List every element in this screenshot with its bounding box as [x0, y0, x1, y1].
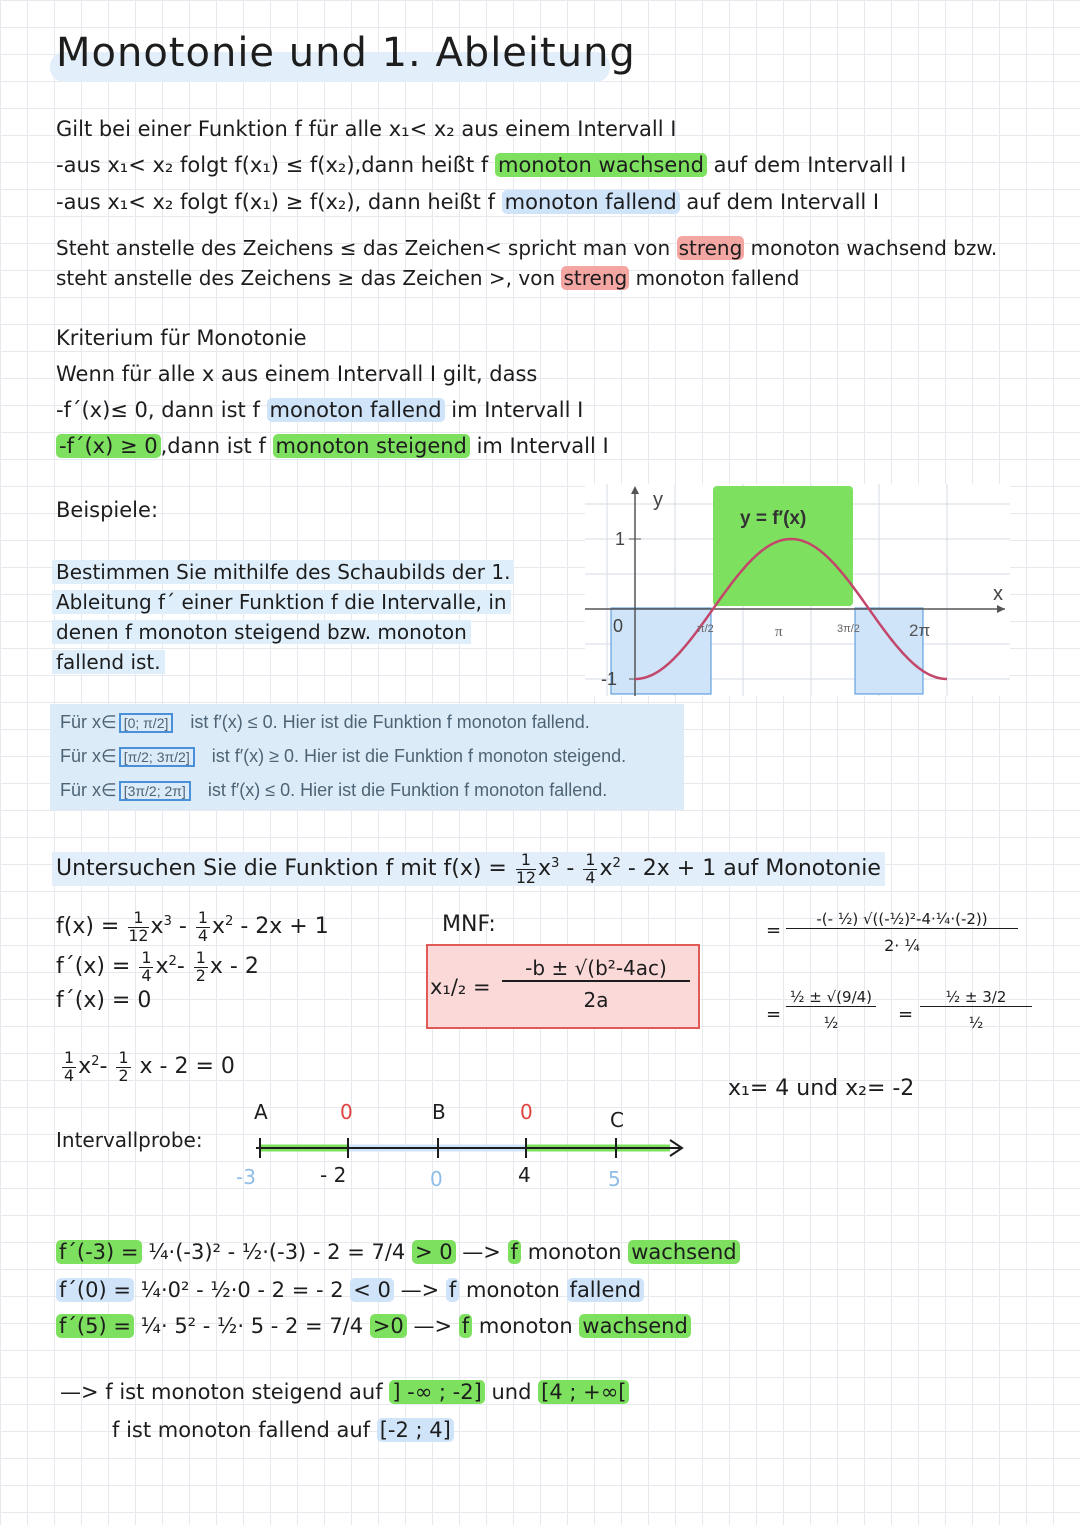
conclusion-line-2 — [112, 1418, 454, 1442]
origin-label: 0 — [613, 616, 624, 636]
tick-label-3pi-half: 3π/2 — [837, 623, 860, 635]
highlight-criterion-steigend: monoton steigend — [273, 434, 470, 458]
check-result-1: monoton — [478, 1314, 573, 1338]
table-row — [60, 746, 626, 767]
highlight-streng-2: streng — [563, 266, 628, 290]
numberline-tick-label: 0 — [430, 1167, 443, 1191]
calc-numerator: -(- ½) √((-½)²-4·¼·(-2)) — [786, 910, 1018, 929]
check-body: ¼·(-3)² - ½·(-3) - 2 = 7/4 — [148, 1240, 406, 1264]
numberline-label-zero-1: 0 — [340, 1100, 353, 1124]
check-f: f — [446, 1278, 459, 1302]
tick-label-y-1: 1 — [615, 529, 626, 549]
table-row — [60, 780, 607, 801]
table-row-text: ist f′(x) ≤ 0. Hier ist die Funktion f monoton fallend. — [190, 712, 590, 732]
conclusion-interval-3: [-2 ; 4] — [377, 1418, 454, 1442]
conclusion-1-pre: —> f ist monoton steigend auf — [60, 1380, 383, 1404]
highlight-criterion-fallend: monoton fallend — [267, 398, 445, 422]
strict-line-2-pre: steht anstelle des Zeichens ≥ das Zeichen >, von — [56, 266, 556, 290]
calc-equals-1: = — [766, 920, 782, 941]
numberline-tick-label: 4 — [518, 1163, 531, 1187]
conclusion-und: und — [491, 1380, 532, 1404]
definition-line-2 — [56, 190, 879, 214]
check-compare: > 0 — [412, 1240, 456, 1264]
numberline-label-c: C — [610, 1108, 624, 1132]
check-row — [56, 1240, 740, 1264]
definition-intro: Gilt bei einer Funktion f für alle x₁< x₂ aus einem Intervall I — [56, 117, 677, 141]
numberline-tick-label: -3 — [236, 1165, 256, 1189]
strict-line-2-post: monoton fallend — [635, 266, 800, 290]
check-arrow: —> — [400, 1278, 440, 1302]
calc3-numerator: ½ ± 3/2 — [920, 988, 1032, 1007]
check-lhs: f´(5) = — [56, 1314, 134, 1338]
check-result-1: monoton — [466, 1278, 560, 1302]
check-result-2: wachsend — [628, 1240, 739, 1264]
check-compare: >0 — [370, 1314, 407, 1338]
check-lhs: f´(0) = — [56, 1278, 134, 1302]
table-row-text: ist f′(x) ≥ 0. Hier ist die Funktion f monoton steigend. — [211, 746, 627, 766]
table-row-interval: [3π/2; 2π] — [119, 781, 191, 801]
conclusion-2-pre: f ist monoton fallend auf — [112, 1418, 371, 1442]
criterion-line-2 — [56, 434, 609, 458]
examples-heading: Beispiele: — [56, 498, 159, 522]
function-definition: f(x) = $\frac{1}{12}$ $x^3$ - $\frac{1}{4}$ $x^2 - 2x + 1$ — [56, 908, 329, 945]
y-axis-label: y — [653, 489, 663, 511]
check-f: f — [459, 1314, 472, 1338]
conclusion-interval-2: [4 ; +∞[ — [538, 1380, 629, 1404]
numberline-tick-label: 5 — [608, 1167, 621, 1191]
calc-equals-2: = — [766, 1004, 782, 1025]
task2-heading-pre: Untersuchen Sie die Funktion f mit f(x) = — [56, 856, 507, 882]
criterion-intro: Wenn für alle x aus einem Intervall I gilt, dass — [56, 362, 538, 386]
check-body: ¼· 5² - ½· 5 - 2 = 7/4 — [140, 1314, 364, 1338]
tick-label-y-minus-1: -1 — [601, 669, 618, 689]
check-row — [56, 1314, 691, 1338]
x-axis-label: x — [993, 583, 1003, 605]
criterion-line-2-mid: ,dann ist f — [160, 434, 266, 458]
derivative-zero: f´(x) = 0 — [56, 988, 152, 1013]
calc2-numerator: ½ ± √(9/4) — [786, 988, 876, 1007]
check-result-1: monoton — [527, 1240, 622, 1264]
definition-line-1-post: auf dem Intervall I — [713, 153, 907, 177]
strict-line-1-post: monoton wachsend bzw. — [750, 236, 998, 260]
mnf-label: MNF: — [442, 912, 496, 937]
criterion-heading: Kriterium für Monotonie — [56, 326, 307, 350]
table-row-pre: Für x∈ — [60, 746, 117, 766]
check-lhs: f´(-3) = — [56, 1240, 142, 1264]
tick-label-pi: π — [775, 624, 783, 640]
numberline-label-a: A — [254, 1100, 268, 1124]
table-row — [60, 712, 590, 733]
page-title: Monotonie und 1. Ableitung — [56, 30, 636, 76]
table-row-text: ist f′(x) ≤ 0. Hier ist die Funktion f monoton fallend. — [207, 780, 608, 800]
table-row-pre: Für x∈ — [60, 780, 117, 800]
interval-test-label: Intervallprobe: — [56, 1128, 203, 1152]
strict-line-1-pre: Steht anstelle des Zeichens ≤ das Zeichen< spricht man von — [56, 236, 671, 260]
highlight-streng-1: streng — [678, 236, 743, 260]
definition-line-1-pre: -aus x₁< x₂ folgt f(x₁) ≤ f(x₂),dann heißt f — [56, 153, 489, 177]
table-row-interval: [π/2; 3π/2] — [119, 747, 195, 767]
check-body: ¼·0² - ½·0 - 2 = - 2 — [140, 1278, 344, 1302]
criterion-line-1-post: im Intervall I — [451, 398, 584, 422]
task2-heading-post: auf Monotonie — [723, 856, 881, 882]
calc-denominator: 2· ¼ — [884, 936, 920, 955]
tick-label-2pi: 2π — [909, 621, 931, 640]
examples-task-line-4: fallend ist. — [52, 650, 165, 674]
graph-function-label: y = f′(x) — [740, 508, 807, 529]
check-result-2: wachsend — [579, 1314, 690, 1338]
check-f: f — [508, 1240, 521, 1264]
check-arrow: —> — [462, 1240, 501, 1264]
table-row-interval: [0; π/2] — [119, 713, 174, 733]
calc2-denominator: ½ — [823, 1014, 839, 1032]
numberline-tick-label: - 2 — [320, 1163, 347, 1187]
derivative-lhs: f´(x) = — [56, 954, 131, 980]
check-row — [56, 1278, 644, 1302]
mnf-denominator: 2a — [583, 988, 609, 1012]
table-row-pre: Für x∈ — [60, 712, 117, 732]
tick-label-pi-half: π/2 — [697, 623, 714, 635]
graph-highlight-positive — [713, 486, 853, 606]
strict-line-2 — [56, 266, 799, 290]
check-arrow: —> — [413, 1314, 453, 1338]
conclusion-line-1 — [60, 1380, 629, 1404]
examples-task — [52, 560, 512, 672]
calc3-denominator: ½ — [968, 1014, 984, 1032]
conclusion-interval-1: ] -∞ ; -2] — [389, 1380, 485, 1404]
numberline-label-zero-2: 0 — [520, 1100, 533, 1124]
graph-highlight-negative-left — [611, 608, 711, 694]
quadratic-equation-tail: x - 2 = 0 — [139, 1054, 235, 1080]
mnf-lhs: x₁/₂ = — [430, 975, 491, 999]
derivative-definition: f´(x) = $\frac{1}{4}$ $x^2-$ $\frac{1}{2}$ x - 2 — [56, 948, 259, 985]
definition-line-1 — [56, 153, 906, 177]
highlight-criterion-condition: -f´(x) ≥ 0 — [56, 434, 161, 458]
check-result-2: fallend — [567, 1278, 645, 1302]
definition-line-2-post: auf dem Intervall I — [686, 190, 880, 214]
examples-task-line-3: denen f monoton steigend bzw. monoton — [52, 620, 471, 644]
strict-line-1 — [56, 236, 997, 260]
check-compare: < 0 — [350, 1278, 394, 1302]
definition-line-2-pre: -aus x₁< x₂ folgt f(x₁) ≥ f(x₂), dann heißt f — [56, 190, 495, 214]
criterion-line-1 — [56, 398, 583, 422]
roots: x₁= 4 und x₂= -2 — [728, 1076, 915, 1101]
calc-equals-3: = — [898, 1004, 914, 1025]
number-line — [250, 1128, 690, 1164]
task2-heading: Untersuchen Sie die Funktion f mit f(x) = $\frac{1}{12}$ $x^3$ - $\frac{1}{4}$ $x^2 - 2x + 1$ auf Monotonie — [52, 852, 885, 886]
examples-task-line-1: Bestimmen Sie mithilfe des Schaubilds der 1. — [52, 560, 514, 584]
quadratic-equation: $\frac{1}{4}$ $x^2-$ $\frac{1}{2}$ x - 2 = 0 — [64, 1048, 235, 1085]
mnf-numerator: -b ± √(b²-4ac) — [502, 956, 690, 982]
criterion-line-2-post: im Intervall I — [476, 434, 609, 458]
numberline-label-b: B — [432, 1100, 446, 1124]
examples-task-line-2: Ableitung f´ einer Funktion f die Intervalle, in — [52, 590, 511, 614]
criterion-line-1-pre: -f´(x)≤ 0, dann ist f — [56, 398, 260, 422]
derivative-graph — [585, 484, 1010, 696]
highlight-monoton-wachsend: monoton wachsend — [495, 153, 707, 177]
function-lhs: f(x) = — [56, 914, 120, 940]
highlight-monoton-fallend: monoton fallend — [502, 190, 680, 214]
